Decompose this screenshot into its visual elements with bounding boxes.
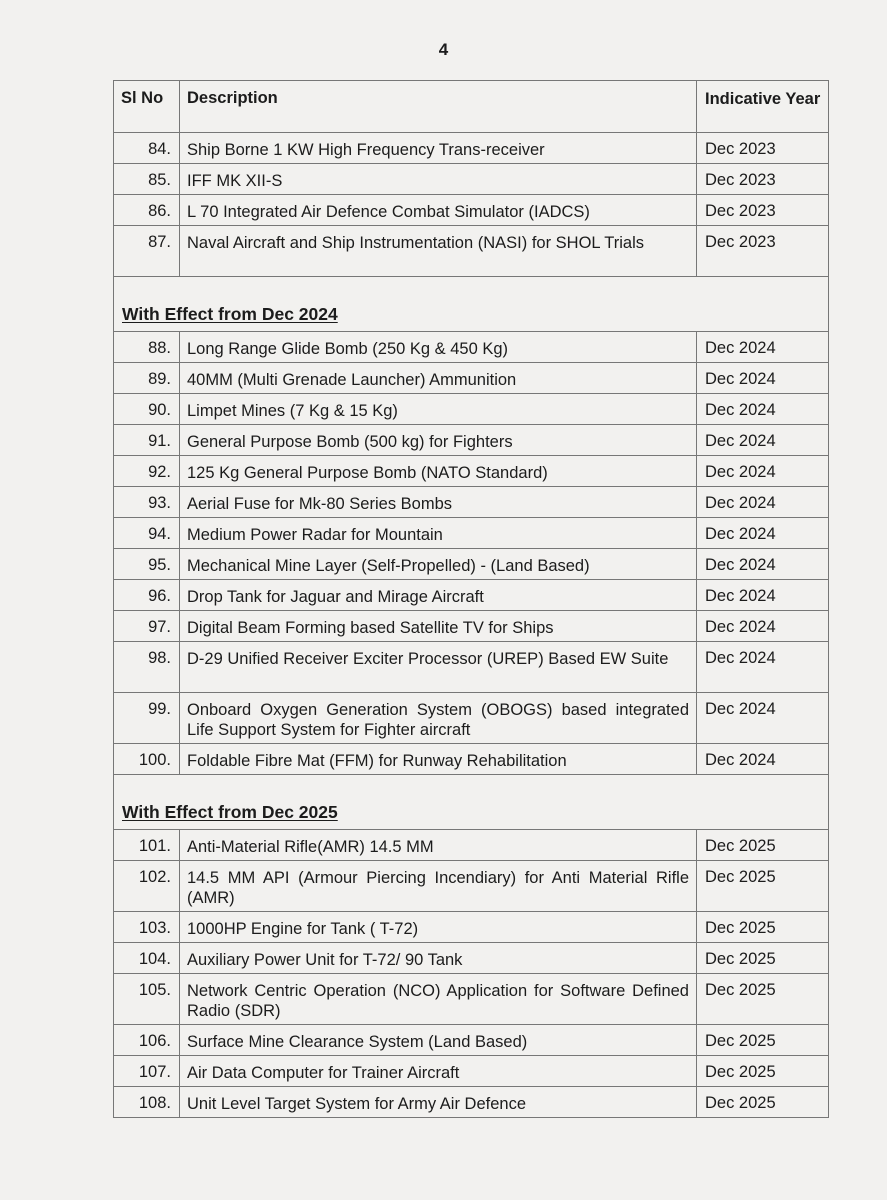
year-cell: Dec 2024	[697, 642, 829, 693]
table-row	[114, 943, 829, 974]
table-row	[114, 363, 829, 394]
year-cell: Dec 2023	[697, 133, 829, 164]
sl-no-cell: 99.	[114, 693, 180, 744]
sl-no-cell: 107.	[114, 1056, 180, 1087]
table-row	[114, 133, 829, 164]
table-row	[114, 226, 829, 277]
sl-no-cell: 100.	[114, 744, 180, 775]
sl-no-cell: 87.	[114, 226, 180, 277]
table-row	[114, 425, 829, 456]
description-cell: Surface Mine Clearance System (Land Based)	[180, 1025, 697, 1056]
sl-no-cell: 106.	[114, 1025, 180, 1056]
description-cell: Long Range Glide Bomb (250 Kg & 450 Kg)	[180, 332, 697, 363]
table-row	[114, 164, 829, 195]
header-description: Description	[180, 81, 697, 133]
sl-no-cell: 93.	[114, 487, 180, 518]
sl-no-cell: 104.	[114, 943, 180, 974]
table-row	[114, 394, 829, 425]
year-cell: Dec 2025	[697, 912, 829, 943]
year-cell: Dec 2024	[697, 456, 829, 487]
year-cell: Dec 2025	[697, 1025, 829, 1056]
year-cell: Dec 2025	[697, 1056, 829, 1087]
year-cell: Dec 2025	[697, 861, 829, 912]
page-number: 4	[438, 40, 449, 59]
description-cell: Drop Tank for Jaguar and Mirage Aircraft	[180, 580, 697, 611]
section-heading-row	[114, 775, 829, 830]
sl-no-cell: 85.	[114, 164, 180, 195]
sl-no-cell: 102.	[114, 861, 180, 912]
table-row	[114, 1087, 829, 1118]
year-cell: Dec 2024	[697, 518, 829, 549]
table-row	[114, 195, 829, 226]
sl-no-cell: 91.	[114, 425, 180, 456]
sl-no-cell: 96.	[114, 580, 180, 611]
table-row	[114, 974, 829, 1025]
year-cell: Dec 2024	[697, 425, 829, 456]
sl-no-cell: 88.	[114, 332, 180, 363]
year-cell: Dec 2023	[697, 195, 829, 226]
table-row	[114, 580, 829, 611]
description-cell: Mechanical Mine Layer (Self-Propelled) - (Land Based)	[180, 549, 697, 580]
description-cell: Air Data Computer for Trainer Aircraft	[180, 1056, 697, 1087]
description-cell: 1000HP Engine for Tank ( T-72)	[180, 912, 697, 943]
description-cell: Foldable Fibre Mat (FFM) for Runway Rehabilitation	[180, 744, 697, 775]
table-row	[114, 861, 829, 912]
section-heading-row	[114, 277, 829, 332]
year-cell: Dec 2025	[697, 943, 829, 974]
sl-no-cell: 84.	[114, 133, 180, 164]
description-cell: General Purpose Bomb (500 kg) for Fighters	[180, 425, 697, 456]
year-cell: Dec 2025	[697, 1087, 829, 1118]
section-heading: With Effect from Dec 2024	[122, 304, 338, 324]
description-cell: Anti-Material Rifle(AMR) 14.5 MM	[180, 830, 697, 861]
table-body	[114, 133, 829, 1118]
description-cell: Limpet Mines (7 Kg & 15 Kg)	[180, 394, 697, 425]
description-cell: Ship Borne 1 KW High Frequency Trans-receiver	[180, 133, 697, 164]
sl-no-cell: 89.	[114, 363, 180, 394]
table-row	[114, 1056, 829, 1087]
description-cell: L 70 Integrated Air Defence Combat Simulator (IADCS)	[180, 195, 697, 226]
sl-no-cell: 103.	[114, 912, 180, 943]
year-cell: Dec 2023	[697, 164, 829, 195]
table-row	[114, 332, 829, 363]
description-cell: 40MM (Multi Grenade Launcher) Ammunition	[180, 363, 697, 394]
sl-no-cell: 97.	[114, 611, 180, 642]
year-cell: Dec 2024	[697, 487, 829, 518]
description-cell: Naval Aircraft and Ship Instrumentation (NASI) for SHOL Trials	[180, 226, 697, 277]
sl-no-cell: 98.	[114, 642, 180, 693]
table-header-row	[114, 81, 829, 133]
description-cell: D-29 Unified Receiver Exciter Processor (UREP) Based EW Suite	[180, 642, 697, 693]
table-row	[114, 1025, 829, 1056]
year-cell: Dec 2024	[697, 580, 829, 611]
sl-no-cell: 86.	[114, 195, 180, 226]
table-row	[114, 912, 829, 943]
description-cell: Medium Power Radar for Mountain	[180, 518, 697, 549]
year-cell: Dec 2024	[697, 394, 829, 425]
table-row	[114, 744, 829, 775]
description-cell: Network Centric Operation (NCO) Application for Software Defined Radio (SDR)	[180, 974, 697, 1025]
year-cell: Dec 2024	[697, 549, 829, 580]
header-indicative-year: Indicative Year	[697, 81, 829, 133]
description-cell: Auxiliary Power Unit for T-72/ 90 Tank	[180, 943, 697, 974]
table-row	[114, 693, 829, 744]
table-row	[114, 456, 829, 487]
sl-no-cell: 108.	[114, 1087, 180, 1118]
table-row	[114, 642, 829, 693]
table-row	[114, 487, 829, 518]
header-sl-no: Sl No	[114, 81, 180, 133]
description-cell: Digital Beam Forming based Satellite TV for Ships	[180, 611, 697, 642]
description-cell: IFF MK XII-S	[180, 164, 697, 195]
description-cell: Unit Level Target System for Army Air Defence	[180, 1087, 697, 1118]
year-cell: Dec 2025	[697, 830, 829, 861]
year-cell: Dec 2023	[697, 226, 829, 277]
year-cell: Dec 2025	[697, 974, 829, 1025]
table-row	[114, 549, 829, 580]
year-cell: Dec 2024	[697, 693, 829, 744]
year-cell: Dec 2024	[697, 332, 829, 363]
year-cell: Dec 2024	[697, 363, 829, 394]
sl-no-cell: 90.	[114, 394, 180, 425]
table-row	[114, 518, 829, 549]
year-cell: Dec 2024	[697, 744, 829, 775]
description-cell: Aerial Fuse for Mk-80 Series Bombs	[180, 487, 697, 518]
table-row	[114, 830, 829, 861]
year-cell: Dec 2024	[697, 611, 829, 642]
sl-no-cell: 101.	[114, 830, 180, 861]
indigenisation-items-table	[113, 80, 829, 1118]
sl-no-cell: 94.	[114, 518, 180, 549]
description-cell: Onboard Oxygen Generation System (OBOGS) based integrated Life Support System for Fighter aircraft	[180, 693, 697, 744]
sl-no-cell: 95.	[114, 549, 180, 580]
description-cell: 125 Kg General Purpose Bomb (NATO Standard)	[180, 456, 697, 487]
description-cell: 14.5 MM API (Armour Piercing Incendiary) for Anti Material Rifle (AMR)	[180, 861, 697, 912]
section-heading: With Effect from Dec 2025	[122, 802, 338, 822]
sl-no-cell: 92.	[114, 456, 180, 487]
table-row	[114, 611, 829, 642]
sl-no-cell: 105.	[114, 974, 180, 1025]
